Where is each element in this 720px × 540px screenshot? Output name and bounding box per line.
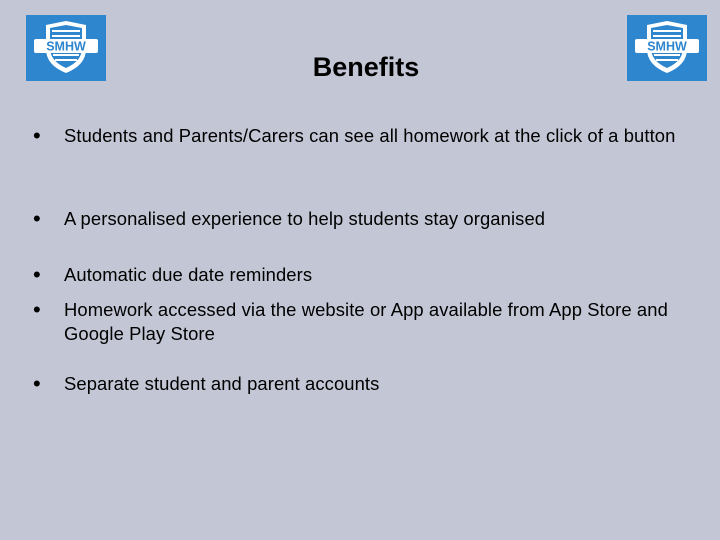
logo-text: SMHW bbox=[46, 39, 86, 54]
bullet-text: Homework accessed via the website or App available from App Store and Google Play Store bbox=[64, 299, 668, 344]
bullet-text: Automatic due date reminders bbox=[64, 264, 313, 285]
bullet-dot-icon: • bbox=[33, 262, 41, 287]
bullet-text: Separate student and parent accounts bbox=[64, 373, 380, 394]
bullet-dot-icon: • bbox=[33, 371, 41, 396]
slide-title: Benefits bbox=[312, 52, 420, 82]
bullet-dot-icon: • bbox=[33, 123, 41, 148]
logo-text: SMHW bbox=[647, 39, 687, 54]
bullet-dot-icon: • bbox=[33, 206, 41, 231]
bullet-text: A personalised experience to help students stay organised bbox=[64, 208, 546, 229]
bullet-text: Students and Parents/Carers can see all homework at the click of a button bbox=[64, 125, 676, 146]
bullet-dot-icon: • bbox=[33, 297, 41, 322]
